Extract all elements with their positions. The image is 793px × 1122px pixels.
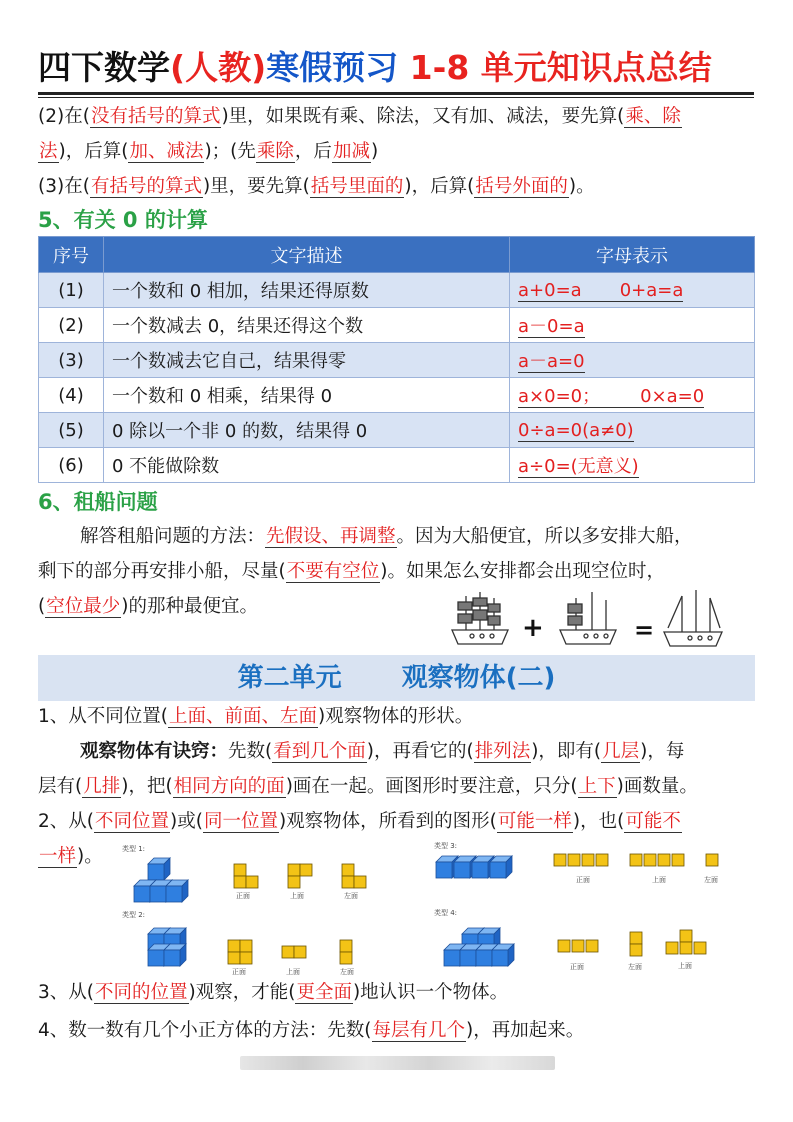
boat-icon xyxy=(452,592,508,644)
text: 层有( xyxy=(38,776,83,797)
row-num: (5) xyxy=(39,413,104,448)
text: )，后算( xyxy=(58,141,129,162)
type-3-label: 类型 3: xyxy=(434,842,458,850)
answer-method: 先假设、再调整 xyxy=(266,526,396,547)
text: 3、从( xyxy=(38,982,94,1003)
row-desc: 一个数减去它自己，结果得零 xyxy=(104,343,510,378)
table-row xyxy=(39,273,755,308)
boat-illustration xyxy=(448,588,728,652)
answer-maybe-diff-1: 可能不 xyxy=(625,811,681,832)
text: )观察物体的形状。 xyxy=(318,706,474,727)
text: )观察物体，所看到的图形( xyxy=(278,811,497,832)
text: )，再看它的( xyxy=(366,741,474,762)
answer-diff-pos: 不同位置 xyxy=(95,811,170,832)
text: 解答租船问题的方法： xyxy=(80,526,266,547)
title-underline-thin xyxy=(38,97,754,98)
row-desc: 一个数和 0 相乘，结果得 0 xyxy=(104,378,510,413)
answer-more-complete: 更全面 xyxy=(296,982,352,1003)
row-formula xyxy=(510,273,755,308)
answer-mul-div-2: 法 xyxy=(39,141,58,162)
formula-1: a－a=0 xyxy=(518,351,585,372)
zero-rules-table xyxy=(38,236,755,483)
type-4-cubes xyxy=(444,928,514,966)
rule-2-line-1 xyxy=(38,102,756,132)
text: (2)在( xyxy=(38,106,90,127)
type-2-top-view xyxy=(282,946,306,958)
view-label-front: 正面 xyxy=(570,963,584,971)
text: )。如果怎么安排都会出现空位时， xyxy=(380,561,665,582)
answer-mul-div-1: 乘、除 xyxy=(625,106,681,127)
type-2-front-view xyxy=(228,940,252,964)
boat-icon xyxy=(664,590,722,646)
view-label-front: 正面 xyxy=(576,876,590,884)
row-formula xyxy=(510,378,755,413)
text: )画数量。 xyxy=(616,776,698,797)
view-label-left: 左面 xyxy=(704,876,718,884)
formula-1: 0÷a=0(a≠0) xyxy=(518,419,634,441)
rule-2-line-2 xyxy=(38,137,756,167)
answer-up-down: 上下 xyxy=(578,776,616,797)
text: ) xyxy=(370,141,379,162)
formula-2: 0+a=a xyxy=(619,279,684,301)
answer-least-empty: 空位最少 xyxy=(46,596,121,617)
text: 剩下的部分再安排小船，尽量( xyxy=(38,561,286,582)
formula-1: a+0=a xyxy=(518,279,582,301)
title-underline-thick xyxy=(38,92,754,95)
row-desc: 0 除以一个非 0 的数，结果得 0 xyxy=(104,413,510,448)
text: 。因为大船便宜，所以多安排大船， xyxy=(396,526,693,547)
text: )的那种最便宜。 xyxy=(121,596,258,617)
col-header-formula: 字母表示 xyxy=(510,237,755,273)
unit2-point-2-line-2 xyxy=(38,842,103,872)
row-num: (1) xyxy=(39,273,104,308)
title-part-preview: 寒假预习 xyxy=(266,48,399,87)
view-label-front: 正面 xyxy=(232,968,246,976)
answer-layers: 几层 xyxy=(602,741,640,762)
blurred-footer-watermark xyxy=(240,1056,555,1070)
type-3-left-view xyxy=(706,854,718,866)
col-header-desc: 文字描述 xyxy=(104,237,510,273)
row-desc: 0 不能做除数 xyxy=(104,448,510,483)
text: 4、数一数有几个小正方体的方法：先数( xyxy=(38,1020,372,1041)
text: )，每 xyxy=(640,741,685,762)
answer-first: 乘除 xyxy=(256,141,294,162)
view-label-front: 正面 xyxy=(236,892,250,900)
answer-inside: 括号里面的 xyxy=(310,176,404,197)
page-title xyxy=(38,44,753,92)
type-1-cubes xyxy=(134,858,188,902)
type-4-left-view xyxy=(630,932,642,956)
table-row xyxy=(39,308,755,343)
unit2-point-2-line-1 xyxy=(38,807,756,837)
title-part-summary: 1-8 单元知识点总结 xyxy=(398,48,712,87)
answer-no-empty: 不要有空位 xyxy=(286,561,380,582)
unit-name: 第二单元 xyxy=(237,663,342,693)
row-formula xyxy=(510,413,755,448)
section-6-heading: 6、租船问题 xyxy=(38,490,158,514)
formula-1: a×0=0； xyxy=(518,386,601,407)
type-2-cubes xyxy=(148,928,186,966)
answer-arrangement: 排列法 xyxy=(474,741,531,762)
unit-2-title xyxy=(38,655,755,701)
boat-para-line-2 xyxy=(38,557,756,587)
formula-2: 0×a=0 xyxy=(640,386,705,407)
title-part-edition: (人教) xyxy=(170,48,267,87)
unit2-tip-line-1 xyxy=(80,737,756,767)
type-4-top-view xyxy=(666,930,706,954)
title-part-subject: 四下数学 xyxy=(38,48,170,87)
section-5-heading: 5、有关 0 的计算 xyxy=(38,208,208,232)
type-3-top-view xyxy=(630,854,684,866)
answer-same-pos: 同一位置 xyxy=(203,811,278,832)
view-label-top: 上面 xyxy=(286,968,300,976)
row-num: (2) xyxy=(39,308,104,343)
view-label-top: 上面 xyxy=(652,876,666,884)
text: ( xyxy=(38,596,46,617)
row-formula xyxy=(510,448,755,483)
type-1-front-view xyxy=(234,864,258,888)
type-4-label: 类型 4: xyxy=(434,909,458,917)
row-formula xyxy=(510,308,755,343)
type-2-left-view xyxy=(340,940,352,964)
type-1-left-view xyxy=(342,864,366,888)
plus-sign: + xyxy=(522,613,544,643)
text: )，把( xyxy=(121,776,173,797)
text: )，后算( xyxy=(404,176,475,197)
text: )，再加起来。 xyxy=(466,1020,585,1041)
unit2-tip-line-2 xyxy=(38,772,756,802)
formula-1: a－0=a xyxy=(518,316,585,337)
unit-topic: 观察物体(二) xyxy=(401,663,556,693)
table-row xyxy=(39,378,755,413)
answer-with-bracket: 有括号的算式 xyxy=(90,176,202,197)
text: 2、从( xyxy=(38,811,94,832)
row-desc: 一个数和 0 相加，结果还得原数 xyxy=(104,273,510,308)
row-num: (6) xyxy=(39,448,104,483)
answer-positions: 上面、前面、左面 xyxy=(169,706,318,727)
text: )或( xyxy=(170,811,203,832)
view-label-left: 左面 xyxy=(628,963,642,971)
type-1-label: 类型 1: xyxy=(122,845,146,853)
unit2-point-3 xyxy=(38,978,756,1008)
text: )，也( xyxy=(572,811,625,832)
boat-para-line-1 xyxy=(80,522,756,552)
type-1-top-view xyxy=(288,864,312,888)
row-num: (3) xyxy=(39,343,104,378)
view-label-left: 左面 xyxy=(340,968,354,976)
answer-no-bracket: 没有括号的算式 xyxy=(90,106,221,127)
boat-icon xyxy=(560,592,616,644)
type-4-front-view xyxy=(558,940,598,952)
text: )里，要先算( xyxy=(202,176,310,197)
answer-rows: 几排 xyxy=(83,776,121,797)
table-row xyxy=(39,343,755,378)
text: )观察，才能( xyxy=(188,982,296,1003)
table-row xyxy=(39,413,755,448)
type-2-label: 类型 2: xyxy=(122,911,146,919)
view-label-top: 上面 xyxy=(678,962,692,970)
text: )画在一起。画图形时要注意，只分( xyxy=(285,776,578,797)
text: (3)在( xyxy=(38,176,90,197)
row-num: (4) xyxy=(39,378,104,413)
table-row xyxy=(39,448,755,483)
col-header-num: 序号 xyxy=(39,237,104,273)
type-3-front-view xyxy=(554,854,608,866)
answer-add-sub: 加、减法 xyxy=(129,141,204,162)
answer-outside: 括号外面的 xyxy=(475,176,568,197)
text: )。 xyxy=(568,176,595,197)
view-types-figure xyxy=(118,842,758,982)
tip-label: 观察物体有诀窍： xyxy=(80,741,229,762)
rule-3-line xyxy=(38,172,756,202)
answer-maybe-diff-2: 一样 xyxy=(39,846,77,867)
formula-1: a÷0=(无意义) xyxy=(518,456,639,477)
answer-each-layer: 每层有几个 xyxy=(372,1020,466,1041)
table-header-row xyxy=(39,237,755,273)
text: )地认识一个物体。 xyxy=(352,982,509,1003)
text: 1、从不同位置( xyxy=(38,706,168,727)
view-label-left: 左面 xyxy=(344,892,358,900)
type-3-cubes xyxy=(436,856,512,878)
text: )。 xyxy=(77,846,103,867)
text: )；(先 xyxy=(204,141,256,162)
unit2-point-1 xyxy=(38,702,756,732)
answer-after: 加减 xyxy=(332,141,370,162)
view-label-top: 上面 xyxy=(290,892,304,900)
row-formula xyxy=(510,343,755,378)
equals-sign: = xyxy=(634,616,655,644)
answer-same-face: 相同方向的面 xyxy=(173,776,285,797)
text: )，即有( xyxy=(531,741,602,762)
unit2-point-4-cutoff xyxy=(38,1016,756,1041)
answer-faces: 看到几个面 xyxy=(273,741,366,762)
text: )里，如果既有乘、除法，又有加、减法，要先算( xyxy=(221,106,625,127)
answer-maybe-same: 可能一样 xyxy=(497,811,572,832)
text: ，后 xyxy=(294,141,332,162)
row-desc: 一个数减去 0，结果还得这个数 xyxy=(104,308,510,343)
text: 先数( xyxy=(228,741,273,762)
answer-diff-positions: 不同的位置 xyxy=(95,982,188,1003)
